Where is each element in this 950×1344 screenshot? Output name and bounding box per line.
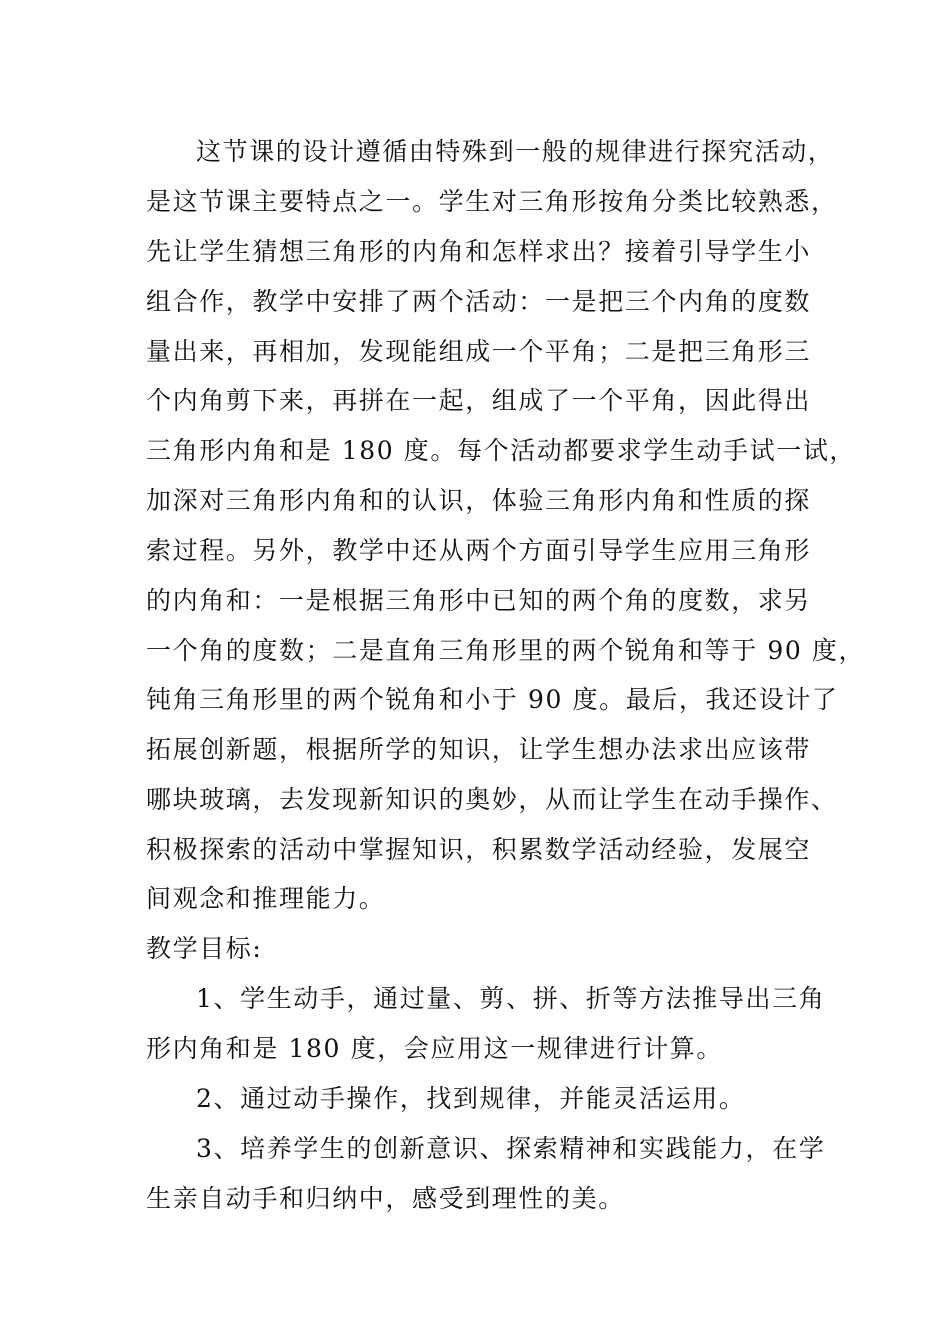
paragraph-line: 这节课的设计遵循由特殊到一般的规律进行探究活动，: [196, 137, 835, 166]
paragraph-line: 索过程。另外，教学中还从两个方面引导学生应用三角形: [146, 536, 812, 565]
paragraph-line: 的内角和：一是根据三角形中已知的两个角的度数，求另: [146, 586, 812, 615]
paragraph-line: 积极探索的活动中掌握知识，积累数学活动经验，发展空: [146, 835, 812, 864]
goal-line: 生亲自动手和归纳中，感受到理性的美。: [146, 1184, 625, 1213]
goal-line: 形内角和是 180 度，会应用这一规律进行计算。: [146, 1034, 724, 1063]
paragraph-line: 拓展创新题，根据所学的知识，让学生想办法求出应该带: [146, 735, 812, 764]
paragraph-line: 钝角三角形里的两个锐角和小于 90 度。最后，我还设计了: [146, 685, 839, 714]
paragraph-line: 哪块玻璃，去发现新知识的奥妙，从而让学生在动手操作、: [146, 785, 838, 814]
paragraph-line: 先让学生猜想三角形的内角和怎样求出？接着引导学生小: [146, 237, 812, 266]
paragraph-line: 间观念和推理能力。: [146, 884, 386, 913]
paragraph-line: 加深对三角形内角和的认识，体验三角形内角和性质的探: [146, 486, 812, 515]
paragraph-line: 是这节课主要特点之一。学生对三角形按角分类比较熟悉，: [146, 187, 838, 216]
section-heading: 教学目标:: [146, 934, 263, 963]
goal-line: 2、通过动手操作，找到规律，并能灵活运用。: [196, 1084, 746, 1113]
goal-line: 3、培养学生的创新意识、探索精神和实践能力，在学: [196, 1134, 826, 1163]
paragraph-line: 一个角的度数；二是直角三角形里的两个锐角和等于 90 度，: [146, 636, 866, 665]
goal-line: 1、学生动手，通过量、剪、拼、折等方法推导出三角: [196, 984, 826, 1013]
paragraph-line: 量出来，再相加，发现能组成一个平角；二是把三角形三: [146, 337, 812, 366]
paragraph-line: 组合作，教学中安排了两个活动：一是把三个内角的度数: [146, 287, 812, 316]
paragraph-line: 三角形内角和是 180 度。每个活动都要求学生动手试一试，: [146, 436, 857, 465]
paragraph-line: 个内角剪下来，再拼在一起，组成了一个平角，因此得出: [146, 386, 812, 415]
